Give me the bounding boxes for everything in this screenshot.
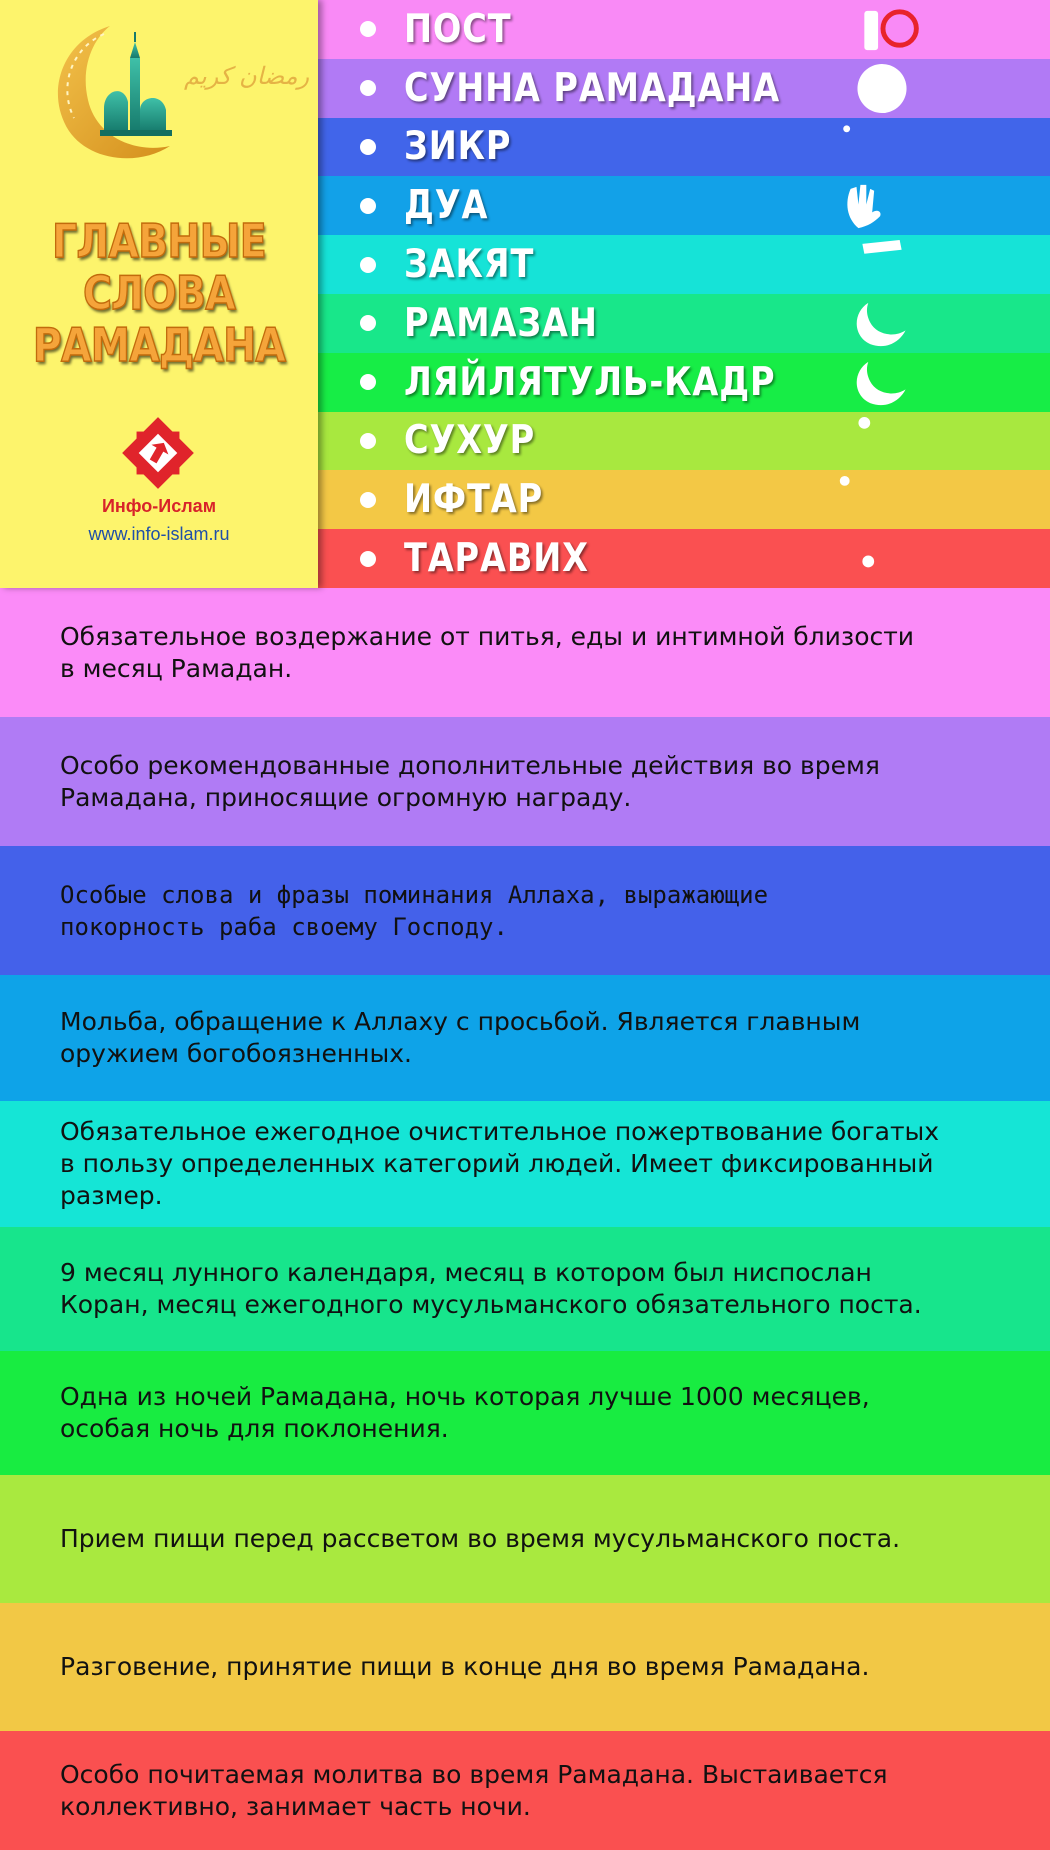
definition-line: Особо почитаемая молитва во время Рамадана. Выстаивается xyxy=(60,1759,888,1789)
brand-url[interactable]: www.info-islam.ru xyxy=(88,524,230,544)
term-row[interactable] xyxy=(318,353,1050,412)
term-row[interactable] xyxy=(318,59,1050,118)
person-eating-icon xyxy=(828,415,936,468)
definition-line: оружием богобоязненных. xyxy=(60,1039,413,1068)
definition-line: Особые слова и фразы поминания Аллаха, выражающие xyxy=(60,880,769,909)
definition-row xyxy=(0,717,1050,846)
bullet-icon xyxy=(360,257,376,273)
bullet-icon xyxy=(360,492,376,508)
definition-text xyxy=(0,1116,979,1212)
term-label: ТАРАВИХ xyxy=(404,536,589,582)
term-label: СУХУР xyxy=(404,418,536,464)
top-section xyxy=(0,0,1050,588)
definition-line: особая ночь для поклонения. xyxy=(60,1414,449,1443)
term-label: ДУА xyxy=(404,183,489,229)
main-title xyxy=(22,215,295,371)
term-list xyxy=(318,0,1050,588)
definition-line: Одна из ночей Рамадана, ночь которая лучше 1000 месяцев, xyxy=(60,1382,870,1411)
definition-text xyxy=(0,879,808,943)
term-row[interactable] xyxy=(318,294,1050,353)
term-label: ЗАКЯТ xyxy=(404,242,535,288)
definition-line: Обязательное ежегодное очистительное пожертвование богатых xyxy=(60,1117,940,1146)
prophet-seal-icon xyxy=(828,62,936,115)
definition-row xyxy=(0,846,1050,975)
crescent-moon-icon xyxy=(828,297,936,350)
term-label: РАМАЗАН xyxy=(404,300,598,346)
term-row[interactable] xyxy=(318,118,1050,177)
definition-line: Прием пищи перед рассветом во время мусульманского поста. xyxy=(60,1524,901,1553)
bullet-icon xyxy=(360,433,376,449)
definition-row xyxy=(0,1227,1050,1351)
term-label: ПОСТ xyxy=(404,6,512,52)
definition-line: 9 месяц лунного календаря, месяц в котором был ниспослан xyxy=(60,1258,872,1287)
bullet-icon xyxy=(360,198,376,214)
definition-line: Коран, месяц ежегодного мусульманского обязательного поста. xyxy=(60,1290,922,1319)
definition-line: в пользу определенных категорий людей. Имеет фиксированный xyxy=(60,1149,934,1178)
no-food-icon xyxy=(828,3,936,56)
definition-row xyxy=(0,1731,1050,1850)
term-row[interactable] xyxy=(318,412,1050,471)
ramadan-kareem-script: رمضان كريم xyxy=(184,62,310,90)
bullet-icon xyxy=(360,374,376,390)
definition-line: Особо рекомендованные дополнительные действия во время xyxy=(60,750,880,780)
term-row[interactable] xyxy=(318,235,1050,294)
definition-line: Рамадана, приносящие огромную награду. xyxy=(60,782,632,812)
definition-text xyxy=(0,1257,962,1321)
term-row[interactable] xyxy=(318,0,1050,59)
definition-row xyxy=(0,1475,1050,1603)
crescent-stars-icon xyxy=(828,356,936,409)
title-line-2: СЛОВА xyxy=(82,266,235,320)
definition-line: в месяц Рамадан. xyxy=(60,653,293,683)
definition-text xyxy=(0,621,954,685)
term-row[interactable] xyxy=(318,529,1050,588)
brand-name: Инфо-Ислам xyxy=(101,496,217,516)
people-meal-icon xyxy=(828,473,936,526)
definition-row xyxy=(0,1603,1050,1731)
definition-text xyxy=(0,1006,900,1070)
term-row[interactable] xyxy=(318,470,1050,529)
bullet-icon xyxy=(360,21,376,37)
definition-text xyxy=(0,1381,910,1445)
definition-line: размер. xyxy=(60,1181,163,1210)
term-label: ЛЯЙЛЯТУЛЬ-КАДР xyxy=(404,359,776,405)
money-box-icon xyxy=(828,238,936,291)
definition-text xyxy=(0,750,920,814)
term-row[interactable] xyxy=(318,176,1050,235)
bullet-icon xyxy=(360,315,376,331)
definition-line: покорность раба своему Господу. xyxy=(60,912,508,941)
definition-row xyxy=(0,1101,1050,1227)
bullet-icon xyxy=(360,551,376,567)
term-label: ЗИКР xyxy=(404,124,512,170)
title-panel xyxy=(0,0,318,588)
term-label: ИФТАР xyxy=(404,477,544,523)
term-label: СУННА РАМАДАНА xyxy=(404,65,781,111)
definition-text xyxy=(0,1523,940,1555)
title-line-3: РАМАДАНА xyxy=(32,318,286,372)
definition-line: Мольба, обращение к Аллаху с просьбой. Является главным xyxy=(60,1007,861,1036)
definition-line: коллективно, занимает часть ночи. xyxy=(60,1791,531,1821)
info-islam-logo[interactable] xyxy=(119,414,197,492)
definitions-list xyxy=(0,588,1050,1850)
title-line-1: ГЛАВНЫЕ xyxy=(52,214,266,268)
prostrating-person-icon xyxy=(828,532,936,585)
definition-row xyxy=(0,975,1050,1101)
definition-text xyxy=(0,1759,928,1823)
prayer-beads-icon xyxy=(828,121,936,174)
definition-line: Обязательное воздержание от питья, еды и интимной близости xyxy=(60,621,915,651)
bullet-icon xyxy=(360,80,376,96)
crescent-mosque-logo xyxy=(44,18,310,168)
praying-hands-icon xyxy=(828,179,936,232)
definition-row xyxy=(0,588,1050,717)
definition-line: Разговение, принятие пищи в конце дня во время Рамадана. xyxy=(60,1652,870,1681)
definition-row xyxy=(0,1351,1050,1475)
definition-text xyxy=(0,1651,909,1683)
bullet-icon xyxy=(360,139,376,155)
